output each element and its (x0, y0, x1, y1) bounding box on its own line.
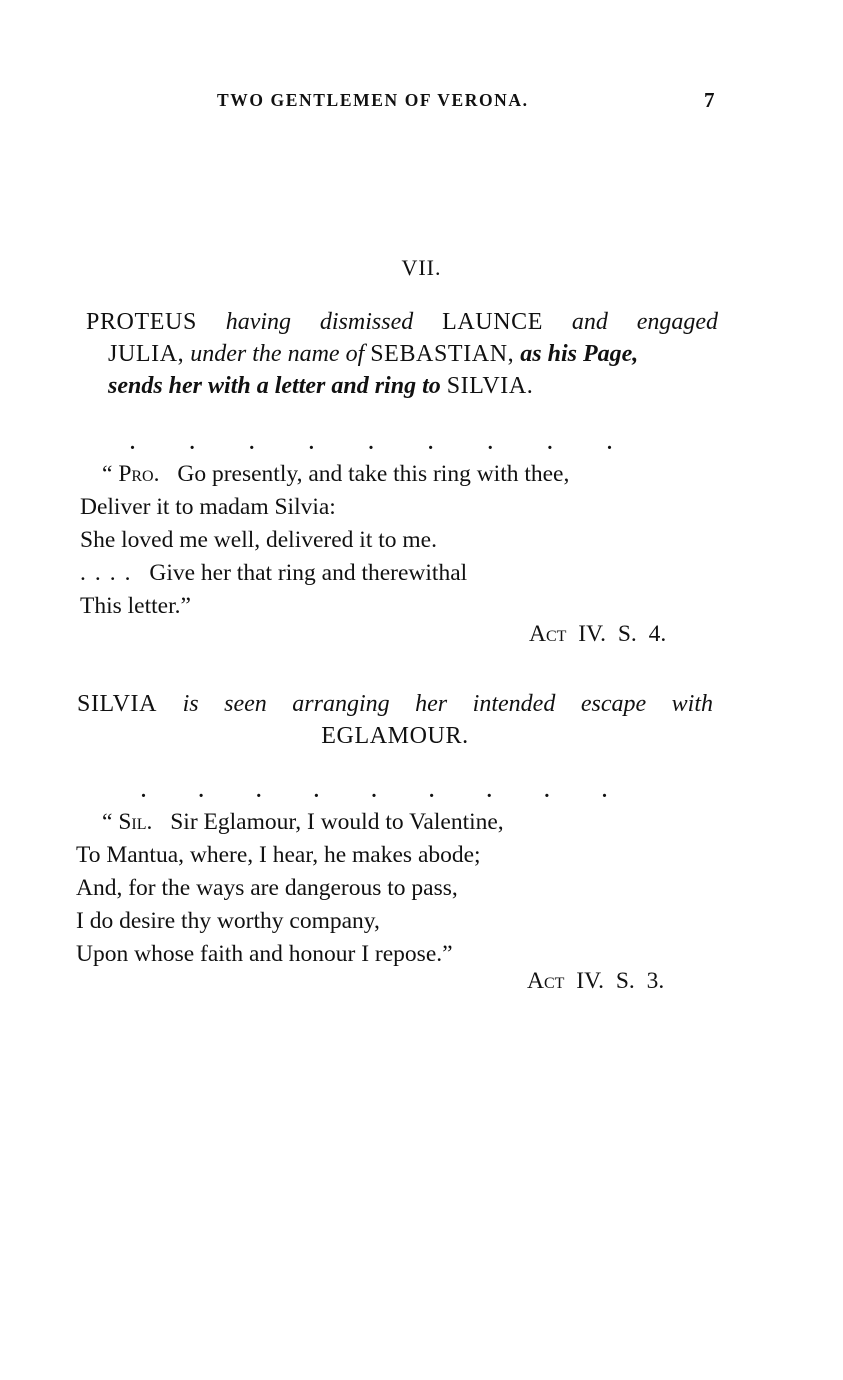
verse-line (76, 806, 504, 839)
ellipsis: .... (80, 560, 140, 586)
argument-word: arranging (292, 691, 390, 717)
open-quote: “ (102, 809, 113, 835)
ellipsis-dot: . (487, 432, 493, 454)
ellipsis-dot: . (189, 432, 195, 454)
page-number: 7 (704, 88, 715, 112)
verse-line: Upon whose faith and honour I repose.” (76, 941, 453, 967)
verse-line (80, 557, 569, 590)
argument-word: intended (472, 691, 556, 717)
scene-argument-silvia (77, 688, 713, 752)
ellipsis-dots-row (141, 780, 607, 803)
verse-line: Deliver it to madam Silvia: (80, 494, 336, 520)
ellipsis-dot: . (130, 432, 135, 454)
quotation-proteus (80, 458, 569, 623)
ellipsis-dots-row (130, 432, 612, 455)
character-name: EGLAMOUR. (321, 723, 469, 749)
verse-line: I do desire thy worthy company, (76, 908, 380, 934)
verse-text: Go presently, and take this ring with thee, (177, 461, 570, 487)
citation-act: Act (527, 968, 565, 994)
citation-act: Act (529, 621, 567, 647)
argument-text: having dismissed (225, 309, 414, 335)
section-number: VII. (401, 255, 442, 280)
quotation-silvia (76, 806, 504, 971)
character-name: LAUNCE (442, 309, 544, 335)
argument-word: seen (224, 691, 267, 717)
citation-ref: IV. S. 3. (576, 968, 665, 994)
argument-text: as his Page, (520, 341, 639, 367)
argument-word: with (671, 691, 713, 717)
verse-line: To Mantua, where, I hear, he makes abode; (76, 842, 481, 868)
character-name: JULIA, (108, 341, 185, 367)
act-scene-citation (527, 968, 664, 995)
ellipsis-dot: . (256, 780, 262, 802)
argument-line (86, 306, 718, 338)
verse-line: She loved me well, delivered it to me. (80, 527, 437, 553)
argument-text: under the name of (190, 341, 365, 367)
verse-line: And, for the ways are dangerous to pass, (76, 875, 458, 901)
character-name: SILVIA (77, 691, 158, 717)
ellipsis-dot: . (607, 432, 612, 454)
ellipsis-dot: . (371, 780, 377, 802)
character-name: SEBASTIAN, (370, 341, 515, 367)
ellipsis-dot: . (141, 780, 146, 802)
ellipsis-dot: . (602, 780, 607, 802)
argument-word: escape (580, 691, 647, 717)
argument-word: her (415, 691, 448, 717)
act-scene-citation (529, 621, 666, 648)
argument-text: sends her with a letter and ring to (108, 373, 441, 399)
open-quote: “ (102, 461, 113, 487)
verse-line (80, 458, 569, 491)
character-name: SILVIA. (446, 373, 534, 399)
ellipsis-dot: . (544, 780, 550, 802)
ellipsis-dot: . (249, 432, 255, 454)
ellipsis-dot: . (313, 780, 319, 802)
verse-line: This letter.” (80, 593, 191, 619)
argument-text: and engaged (571, 309, 719, 335)
character-name: PROTEUS (86, 309, 197, 335)
ellipsis-dot: . (429, 780, 435, 802)
ellipsis-dot: . (428, 432, 434, 454)
scene-argument-proteus (86, 306, 726, 402)
ellipsis-dot: . (547, 432, 553, 454)
argument-word: is (182, 691, 199, 717)
ellipsis-dot: . (486, 780, 492, 802)
citation-ref: IV. S. 4. (578, 621, 667, 647)
running-title: TWO GENTLEMEN OF VERONA. (217, 90, 529, 110)
speaker-name: Pro. (118, 461, 160, 487)
speaker-name: Sil. (118, 809, 153, 835)
argument-line (86, 370, 726, 402)
ellipsis-dot: . (198, 780, 204, 802)
argument-line (77, 688, 713, 720)
verse-text: Sir Eglamour, I would to Valentine, (170, 809, 504, 835)
verse-text: Give her that ring and therewithal (149, 560, 468, 586)
argument-line (86, 338, 726, 370)
ellipsis-dot: . (308, 432, 314, 454)
ellipsis-dot: . (368, 432, 374, 454)
